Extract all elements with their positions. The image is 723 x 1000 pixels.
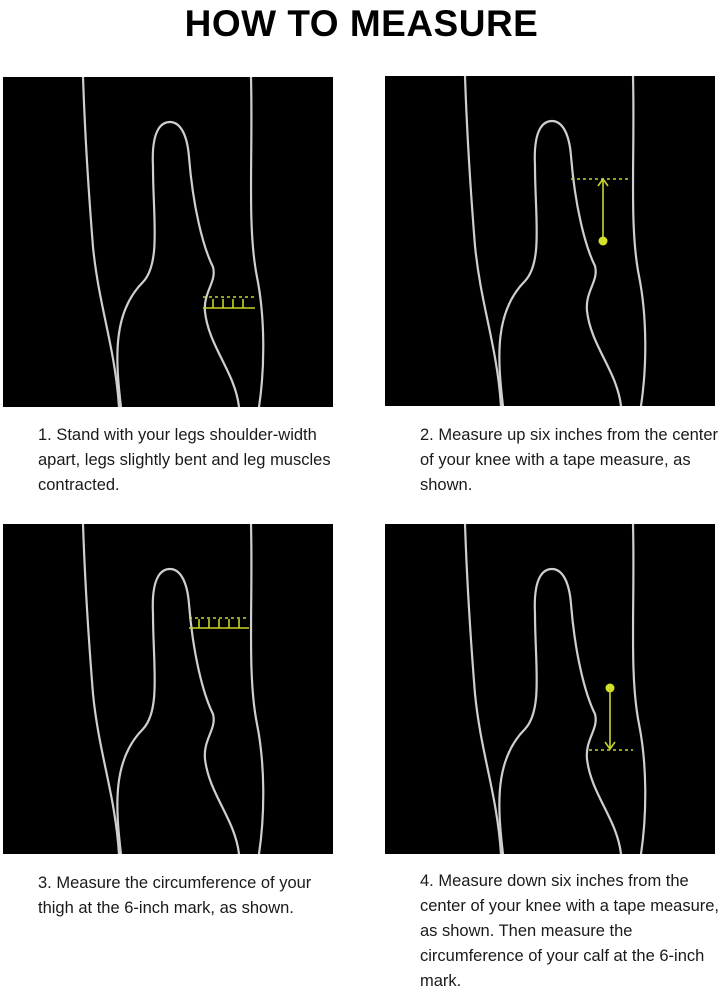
legs-measure-down-icon bbox=[385, 524, 715, 854]
page-title: HOW TO MEASURE bbox=[184, 3, 539, 44]
knee-tape-measure bbox=[203, 297, 255, 308]
step-1-illustration bbox=[3, 77, 333, 407]
legs-measure-up-icon bbox=[385, 76, 715, 406]
legs-thigh-tape-icon bbox=[3, 524, 333, 854]
step-2-caption: 2. Measure up six inches from the center of your knee with a tape measure, as shown. bbox=[420, 426, 719, 494]
thigh-tape-measure bbox=[189, 618, 249, 628]
step-4-illustration bbox=[385, 524, 715, 854]
inner-legs-outline bbox=[499, 121, 621, 406]
outer-right-leg-outline bbox=[251, 524, 263, 854]
outer-right-leg-outline bbox=[633, 524, 645, 854]
outer-left-leg-outline bbox=[83, 524, 119, 854]
legs-with-knee-tape-icon bbox=[3, 77, 333, 407]
outer-left-leg-outline bbox=[83, 77, 119, 407]
inner-legs-outline bbox=[117, 569, 239, 854]
step-2-illustration bbox=[385, 76, 715, 406]
outer-left-leg-outline bbox=[465, 76, 501, 406]
step-3-illustration bbox=[3, 524, 333, 854]
inner-legs-outline bbox=[499, 569, 621, 854]
outer-left-leg-outline bbox=[465, 524, 501, 854]
step-4-caption: 4. Measure down six inches from the center of your knee with a tape measure, as shown. Then measure the circumference of your calf at the 6-inch mark. bbox=[420, 872, 719, 990]
step-1-caption: 1. Stand with your legs shoulder-width apart, legs slightly bent and leg muscles contracted. bbox=[38, 426, 331, 494]
outer-right-leg-outline bbox=[633, 76, 645, 406]
inner-legs-outline bbox=[117, 122, 239, 407]
step-3-caption: 3. Measure the circumference of your thigh at the 6-inch mark, as shown. bbox=[38, 874, 312, 917]
outer-right-leg-outline bbox=[251, 77, 263, 407]
